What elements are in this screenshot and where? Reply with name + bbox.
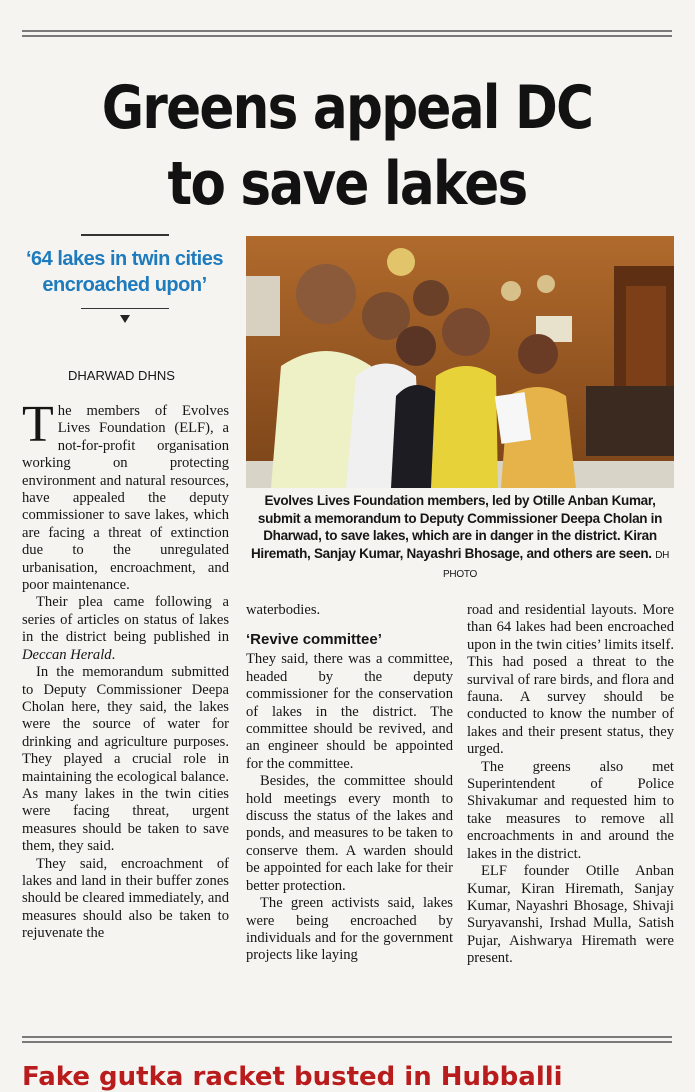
news-photo (246, 236, 674, 488)
news-photo-illustration (246, 236, 674, 488)
article-column-2 (246, 602, 453, 965)
publication-name: Deccan Herald (22, 646, 112, 663)
paragraph: In the memorandum submitted to Deputy Commissioner Deepa Cholan here, they said, the lakes were the source of water for drinking and agriculture purposes. They played a crucial role in maintaining the ecological balance. As many lakes in the twin cities were facing threat, urgent measures should be taken to save them, they said. (22, 664, 229, 855)
triangle-down-icon (120, 315, 130, 323)
paragraph: The greens also met Superintendent of Police Shivakumar and requested him to take measures to remove all encroachments in and around the lakes in the district. (467, 758, 674, 862)
article-column-3 (467, 602, 674, 968)
subheading-block (22, 234, 227, 323)
paragraph: road and residential layouts. More than 64 lakes had been encroached upon in the twin cities’ limits itself. This had posed a threat to the survival of rare birds, and flora and fauna. A survey should be conducted to know the number of lakes and their present status, they urged. (467, 602, 674, 758)
paragraph: The green activists said, lakes were being encroached by individuals and for the government projects like laying (246, 895, 453, 964)
byline: DHARWAD DHNS (68, 368, 175, 383)
photo-caption (246, 492, 674, 584)
photo-credit: DH PHOTO (443, 549, 670, 580)
section-heading: ‘Revive committee’ (246, 631, 382, 649)
subheading-rule-bottom (81, 308, 169, 310)
paragraph: They said, encroachment of lakes and land in their buffer zones should be cleared immediately, and measures should also be taken to rejuvenate the (22, 855, 229, 942)
drop-cap: T (22, 396, 54, 453)
paragraph: Their plea came following a series of articles on status of lakes in the district being published in Deccan Herald. (22, 594, 229, 663)
paragraph: Besides, the committee should hold meetings every month to discuss the status of the lakes and ponds, and measures to be taken to conserve them. A warden should be appointed for each lake for their better protection. (246, 773, 453, 894)
top-rule (22, 30, 672, 40)
paragraph: waterbodies. (246, 602, 321, 618)
headline: Greens appeal DC to save lakes (101, 73, 593, 219)
subheading: ‘64 lakes in twin cities encroached upon’ (26, 247, 223, 296)
subheading-rule-top (81, 234, 169, 236)
photo-caption-text: Evolves Lives Foundation members, led by Otille Anban Kumar, submit a memorandum to Deputy Commissioner Deepa Cholan in Dharwad, to save lakes, which are in danger in the district. Kiran Hiremath, Sanjay Kumar, Nayashri Bhosage, and others are seen. (250, 493, 663, 561)
paragraph: ELF founder Otille Anban Kumar, Kiran Hiremath, Sanjay Kumar, Nayashri Bhosage, Shivaji Suryavanshi, Irshad Mulla, Satish Pujar, Aishwarya Hiremath were present. (467, 863, 674, 967)
bottom-rule (22, 1036, 672, 1046)
article-column-1 (22, 396, 229, 943)
next-article-headline: Fake gutka racket busted in Hubballi (22, 1062, 563, 1092)
paragraph: They said, there was a committee, headed by the deputy commissioner for the conservation of lakes in the district. The committee should be revived, and an engineer should be appointed for the committee. (246, 651, 453, 772)
paragraph: The members of Evolves Lives Foundation (ELF), a not-for-profit organisation working on protecting environment and natural resources, have appealed the deputy commissioner to save lakes, which are facing a threat of extinction due to the unregulated urbanisation, encroachment, and poor maintenance. (22, 396, 229, 594)
